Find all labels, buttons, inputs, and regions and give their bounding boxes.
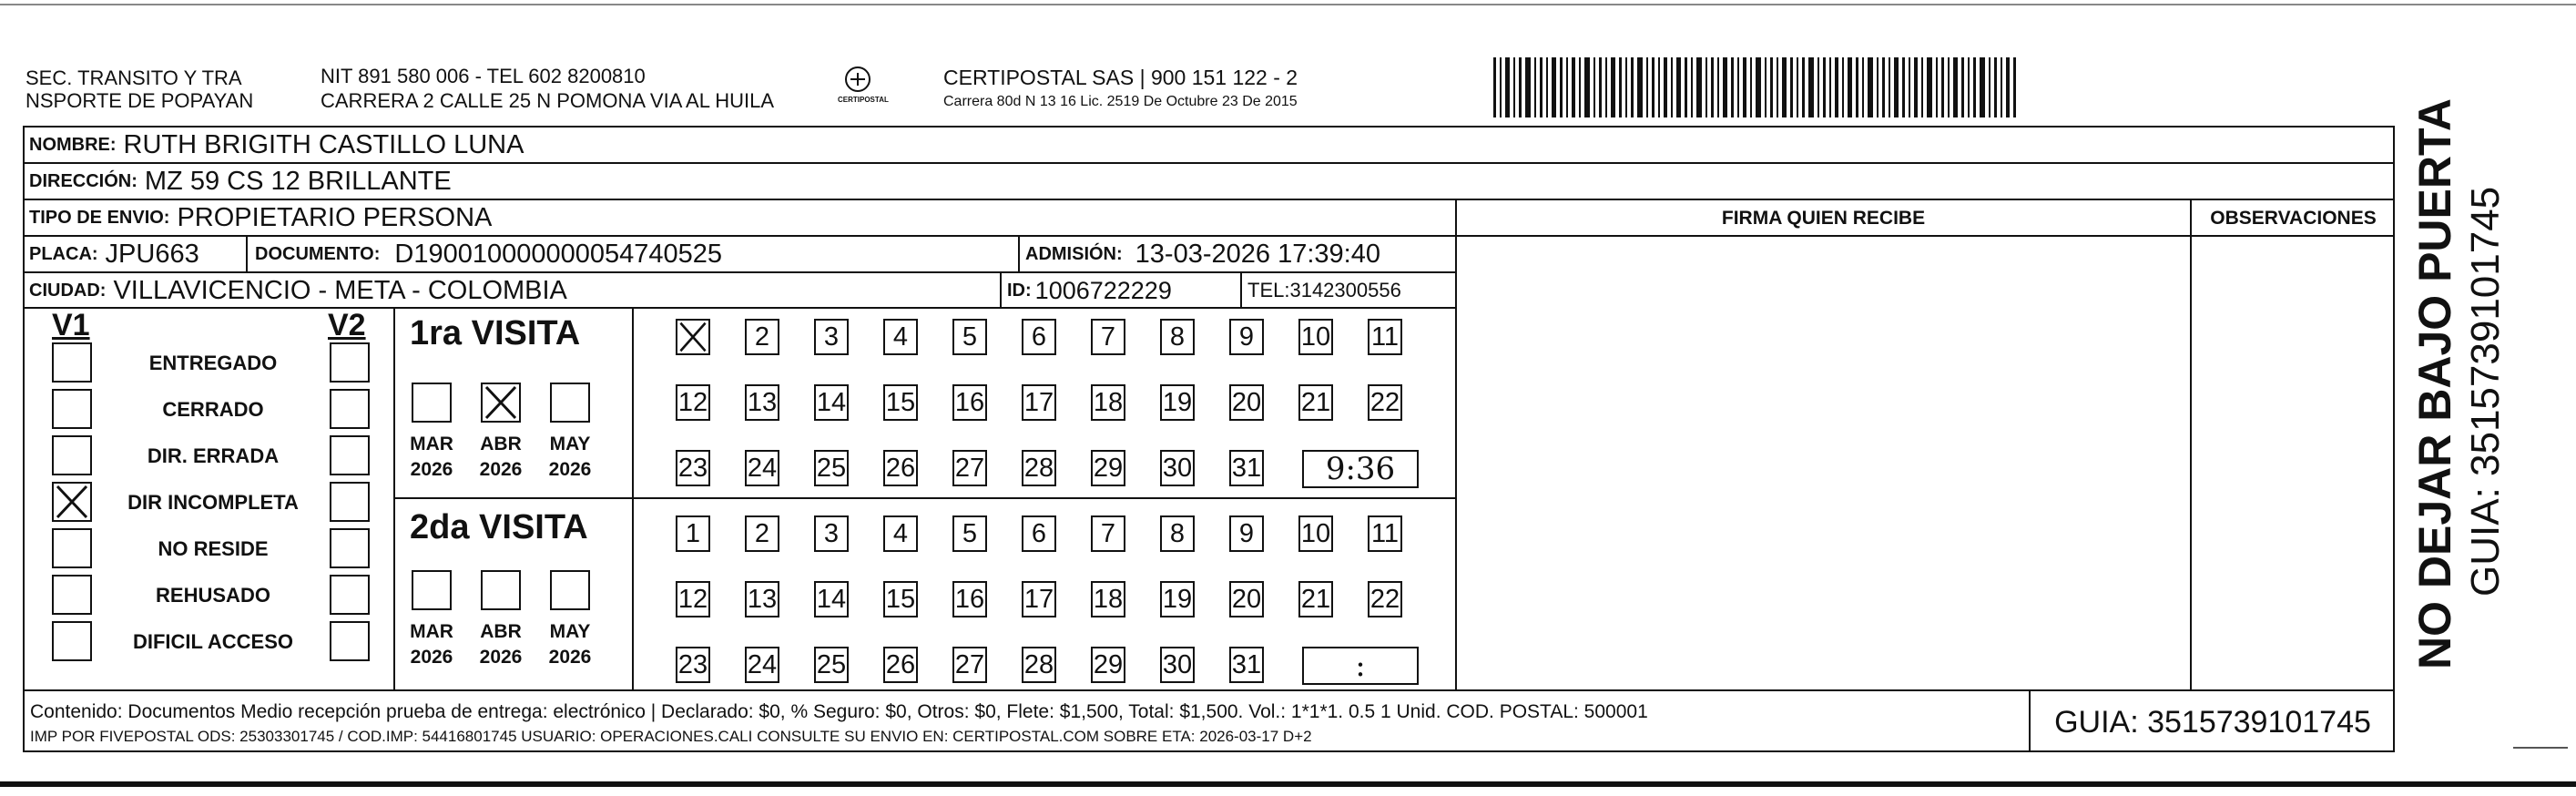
month-year: 2026 [410, 459, 453, 480]
visit1-day-13[interactable]: 13 [745, 384, 779, 421]
visit1-month-checkbox-2[interactable] [481, 383, 521, 423]
visit2-time-value: : [1355, 648, 1366, 684]
month-year: 2026 [479, 459, 523, 480]
observaciones-left-line [2190, 199, 2192, 690]
v2-checkbox-4[interactable] [330, 482, 370, 522]
visit2-month-label-1 [395, 619, 468, 670]
visit1-title: 1ra VISITA [410, 314, 581, 352]
visit1-day-5[interactable]: 5 [952, 319, 987, 355]
visit1-month-label-3 [534, 432, 606, 483]
certipostal-logo-icon [838, 64, 901, 109]
visit2-day-6[interactable]: 6 [1022, 515, 1056, 552]
v2-checkbox-3[interactable] [330, 435, 370, 475]
status-label-3: DIR. ERRADA [147, 444, 280, 467]
visit2-day-20[interactable]: 20 [1229, 581, 1264, 617]
visit1-day-28[interactable]: 28 [1022, 450, 1056, 486]
visit2-title: 2da VISITA [410, 508, 588, 546]
visit2-day-10[interactable]: 10 [1298, 515, 1333, 552]
entity-line2: NSPORTE DE POPAYAN [25, 89, 254, 112]
documento-label: DOCUMENTO: [255, 243, 381, 264]
visit2-day-13[interactable]: 13 [745, 581, 779, 617]
placa-sep [246, 235, 248, 271]
admision-cell [1025, 236, 1380, 272]
month-year: 2026 [479, 647, 523, 668]
signature-left-line [1455, 199, 1457, 690]
visit2-day-9[interactable]: 9 [1229, 515, 1264, 552]
visit2-day-18[interactable]: 18 [1091, 581, 1125, 617]
visit1-day-9[interactable]: 9 [1229, 319, 1264, 355]
visit-divider [393, 497, 1457, 499]
month-name: ABR [480, 434, 522, 454]
visit1-day-19[interactable]: 19 [1160, 384, 1195, 421]
status-label-7: DIFICIL ACCESO [132, 630, 293, 653]
month-year: 2026 [548, 459, 592, 480]
id-sep [1000, 271, 1002, 308]
documento-value: D190010000000054740525 [394, 239, 723, 269]
visit1-day-11[interactable]: 11 [1368, 319, 1402, 355]
visit1-day-2[interactable]: 2 [745, 319, 779, 355]
month-name: MAY [549, 434, 591, 454]
v1-checkbox-6[interactable] [52, 575, 92, 615]
ciudad-label: CIUDAD: [29, 280, 107, 301]
tel-value: 3142300556 [1289, 279, 1401, 301]
ciudad-cell [29, 272, 567, 309]
placa-cell [29, 236, 199, 272]
bottom-edge [0, 781, 2576, 787]
visit2-day-5[interactable]: 5 [952, 515, 987, 552]
top-cut-line [0, 4, 2576, 5]
footer-guia-sep [2029, 689, 2031, 752]
documento-cell [255, 236, 722, 272]
observaciones-area[interactable] [2193, 237, 2393, 689]
visit2-day-1[interactable]: 1 [676, 515, 710, 552]
footer-guia: GUIA: 3515739101745 [2054, 705, 2371, 740]
admision-sep [1018, 235, 1020, 271]
v2-checkbox-6[interactable] [330, 575, 370, 615]
visit1-month-label-2 [464, 432, 537, 483]
visit1-day-26[interactable]: 26 [883, 450, 918, 486]
status-label-2: CERRADO [162, 398, 264, 421]
visit2-day-4[interactable]: 4 [883, 515, 918, 552]
month-name: MAR [410, 434, 453, 454]
visit2-day-21[interactable]: 21 [1298, 581, 1333, 617]
visit2-day-31[interactable]: 31 [1229, 647, 1264, 683]
visit2-day-15[interactable]: 15 [883, 581, 918, 617]
status-label-6: REHUSADO [156, 584, 270, 607]
visit2-day-19[interactable]: 19 [1160, 581, 1195, 617]
month-name: MAY [549, 621, 591, 642]
v1-checkbox-5[interactable] [52, 528, 92, 568]
observaciones-label: OBSERVACIONES [2210, 208, 2377, 229]
header-company [943, 66, 1298, 110]
v1-checkbox-4[interactable] [52, 482, 92, 522]
visit1-time-value: 9:36 [1325, 451, 1396, 487]
v1-checkbox-3[interactable] [52, 435, 92, 475]
side-guia: GUIA: 3515739101745 [2463, 186, 2508, 597]
month-name: ABR [480, 621, 522, 642]
visit1-day-16[interactable]: 16 [952, 384, 987, 421]
visit1-day-22[interactable]: 22 [1368, 384, 1402, 421]
header-nit [321, 64, 774, 113]
visit1-month-checkbox-1[interactable] [412, 383, 452, 423]
visit2-day-12[interactable]: 12 [676, 581, 710, 617]
visit1-day-29[interactable]: 29 [1091, 450, 1125, 486]
header-entity [25, 66, 253, 112]
signature-area[interactable] [1459, 237, 2189, 689]
v1-checkbox-7[interactable] [52, 621, 92, 661]
visit2-day-8[interactable]: 8 [1160, 515, 1195, 552]
visit2-day-14[interactable]: 14 [814, 581, 849, 617]
visit1-day-24[interactable]: 24 [745, 450, 779, 486]
svg-text:CERTIPOSTAL: CERTIPOSTAL [838, 96, 889, 104]
admision-label: ADMISIÓN: [1025, 243, 1123, 264]
tel-sep [1240, 271, 1242, 308]
status-label-5: NO RESIDE [158, 537, 269, 560]
visit1-day-23[interactable]: 23 [676, 450, 710, 486]
status-label-4: DIR INCOMPLETA [127, 491, 299, 514]
nombre-value: RUTH BRIGITH CASTILLO LUNA [123, 129, 524, 159]
tipo-label: TIPO DE ENVIO: [29, 207, 170, 228]
visit1-day-12[interactable]: 12 [676, 384, 710, 421]
direccion-row [29, 163, 452, 199]
visit1-day-1[interactable] [676, 319, 710, 355]
id-value: 1006722229 [1034, 276, 1172, 304]
v2-checkbox-1[interactable] [330, 342, 370, 383]
visit2-day-2[interactable]: 2 [745, 515, 779, 552]
month-name: MAR [410, 621, 453, 642]
entity-line1: SEC. TRANSITO Y TRA [25, 66, 242, 89]
footer-imp: IMP POR FIVEPOSTAL ODS: 25303301745 / COD.IMP: 54416801745 USUARIO: OPERACIONES.CALI CONSULTE SU ENVIO EN: CERTIPOSTAL.COM SOBRE ETA: 2026-03-17 D+2 [30, 728, 1312, 745]
nit-line: NIT 891 580 006 - TEL 602 8200810 [321, 65, 646, 87]
visit1-day-14[interactable]: 14 [814, 384, 849, 421]
visit1-day-17[interactable]: 17 [1022, 384, 1056, 421]
visit1-day-27[interactable]: 27 [952, 450, 987, 486]
tipo-row [29, 199, 492, 236]
visit2-day-22[interactable]: 22 [1368, 581, 1402, 617]
visit2-time-box[interactable] [1302, 647, 1419, 685]
v1-checkbox-2[interactable] [52, 389, 92, 429]
visit2-month-checkbox-3[interactable] [550, 570, 590, 610]
visit1-day-20[interactable]: 20 [1229, 384, 1264, 421]
visit1-day-3[interactable]: 3 [814, 319, 849, 355]
v2-checkbox-7[interactable] [330, 621, 370, 661]
visit2-day-16[interactable]: 16 [952, 581, 987, 617]
visit2-day-25[interactable]: 25 [814, 647, 849, 683]
visit1-day-25[interactable]: 25 [814, 450, 849, 486]
visit2-day-27[interactable]: 27 [952, 647, 987, 683]
visit1-day-10[interactable]: 10 [1298, 319, 1333, 355]
footer-line [23, 689, 2395, 691]
v2-checkbox-2[interactable] [330, 389, 370, 429]
visit2-month-label-2 [464, 619, 537, 670]
firma-label: FIRMA QUIEN RECIBE [1721, 208, 1926, 229]
visit1-day-31[interactable]: 31 [1229, 450, 1264, 486]
month-year: 2026 [548, 647, 592, 668]
tipo-value: PROPIETARIO PERSONA [177, 202, 493, 232]
visit2-day-28[interactable]: 28 [1022, 647, 1056, 683]
visit2-day-17[interactable]: 17 [1022, 581, 1056, 617]
bottom-edge-right [2513, 747, 2568, 749]
license-line: Carrera 80d N 13 16 Lic. 2519 De Octubre 23 De 2015 [943, 94, 1298, 109]
v2-label: V2 [328, 308, 366, 342]
visit1-day-4[interactable]: 4 [883, 319, 918, 355]
id-cell [1007, 272, 1172, 309]
visit2-day-29[interactable]: 29 [1091, 647, 1125, 683]
v1-checkbox-1[interactable] [52, 342, 92, 383]
tel-cell [1247, 272, 1401, 309]
visit2-day-24[interactable]: 24 [745, 647, 779, 683]
v1-label: V1 [52, 308, 90, 342]
visit1-month-label-1 [395, 432, 468, 483]
visit2-day-3[interactable]: 3 [814, 515, 849, 552]
visit2-month-label-3 [534, 619, 606, 670]
visit2-day-30[interactable]: 30 [1160, 647, 1195, 683]
company-line: CERTIPOSTAL SAS | 900 151 122 - 2 [943, 66, 1298, 89]
footer-contenido: Contenido: Documentos Medio recepción prueba de entrega: electrónico | Declarado: $0, % Seguro: $0, Otros: $0, Flete: $1,500, Total: $1,500. Vol.: 1*1*1. 0.5 1 Unid. COD. POSTAL: 500001 [30, 701, 1648, 722]
direccion-label: DIRECCIÓN: [29, 170, 137, 191]
visit2-day-23[interactable]: 23 [676, 647, 710, 683]
visit1-month-checkbox-3[interactable] [550, 383, 590, 423]
tel-label: TEL: [1247, 279, 1290, 301]
visit2-day-26[interactable]: 26 [883, 647, 918, 683]
visit1-day-21[interactable]: 21 [1298, 384, 1333, 421]
placa-value: JPU663 [105, 239, 199, 269]
visit1-day-15[interactable]: 15 [883, 384, 918, 421]
visit2-month-checkbox-1[interactable] [412, 570, 452, 610]
visit2-month-checkbox-2[interactable] [481, 570, 521, 610]
address-line: CARRERA 2 CALLE 25 N POMONA VIA AL HUILA [321, 89, 775, 112]
nombre-label: NOMBRE: [29, 134, 117, 155]
visit1-day-18[interactable]: 18 [1091, 384, 1125, 421]
direccion-value: MZ 59 CS 12 BRILLANTE [144, 166, 452, 196]
visit2-day-11[interactable]: 11 [1368, 515, 1402, 552]
visit1-time-box[interactable] [1302, 450, 1419, 488]
id-label: ID: [1007, 280, 1032, 301]
status-label-1: ENTREGADO [148, 352, 278, 374]
certipostal-logo [838, 64, 901, 109]
placa-label: PLACA: [29, 243, 98, 264]
visit1-day-8[interactable]: 8 [1160, 319, 1195, 355]
month-year: 2026 [410, 647, 453, 668]
visit1-day-30[interactable]: 30 [1160, 450, 1195, 486]
barcode [1493, 57, 2222, 117]
visit1-day-6[interactable]: 6 [1022, 319, 1056, 355]
nombre-row [29, 127, 524, 163]
visit1-day-7[interactable]: 7 [1091, 319, 1125, 355]
side-warning: NO DEJAR BAJO PUERTA [2409, 98, 2460, 669]
v2-checkbox-5[interactable] [330, 528, 370, 568]
visit2-day-7[interactable]: 7 [1091, 515, 1125, 552]
ciudad-value: VILLAVICENCIO - META - COLOMBIA [113, 275, 567, 305]
admision-value: 13-03-2026 17:39:40 [1135, 239, 1380, 269]
